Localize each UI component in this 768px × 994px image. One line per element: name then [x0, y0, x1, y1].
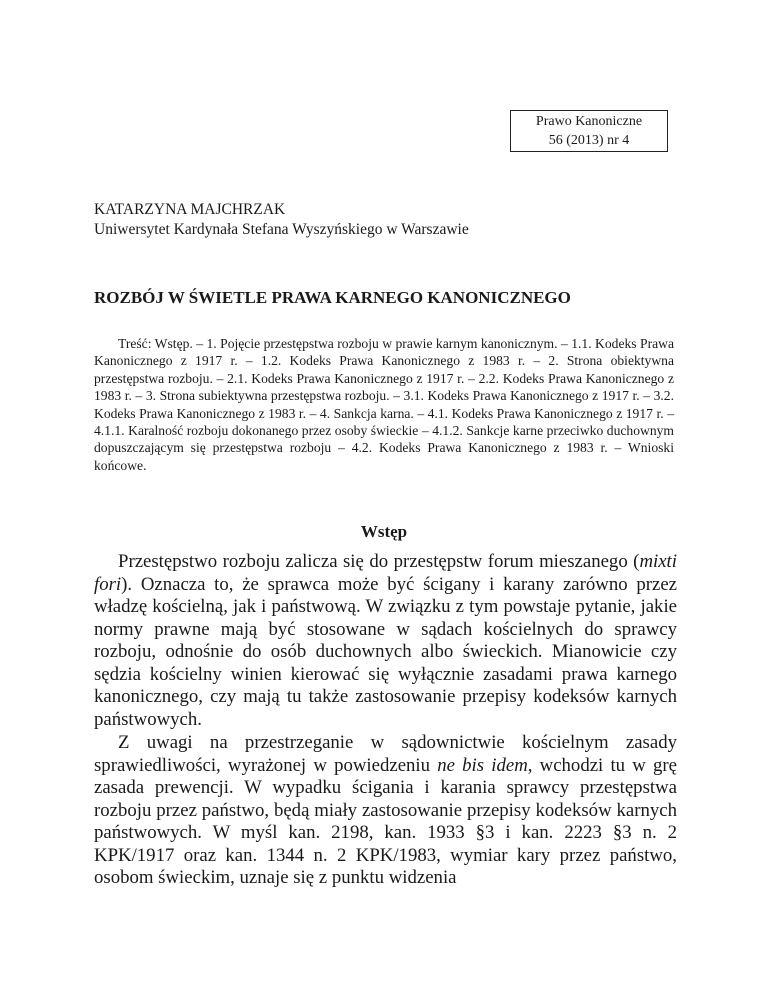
table-of-contents: Treść: Wstęp. – 1. Pojęcie przestępstwa rozboju w prawie karnym kanonicznym. – 1.1. Kodeks Prawa Kanonicznego z 1917 r. – 1.2. Kodeks Prawa Kanonicznego z 1983 r. – 2. Strona obiektywna przestępstwa rozboju. – 2.1. Kodeks Prawa Kanonicznego z 1917 r. – 2.2. Kodeks Prawa Kanonicznego z 1983 r. – 3. Strona subiektywna przestępstwa rozboju. – 3.1. Kodeks Prawa Kanonicznego z 1917 r. – 3.2. Kodeks Prawa Kanonicznego z 1983 r. – 4. Sankcja karna. – 4.1. Kodeks Prawa Kanonicznego z 1917 r. – 4.1.1. Karalność rozboju dokonanego przez osoby świeckie – 4.1.2. Sankcje karne przeciwko duchownym dopuszczającym się przestępstwa rozboju – 4.2. Kodeks Prawa Kanonicznego z 1983 r. – Wnioski końcowe. [94, 336, 674, 473]
journal-info-box [510, 110, 668, 152]
paragraph-text: ). Oznacza to, że sprawca może być ścigany i karany zarówno przez władzę kościelną, jak i państwową. W związku z tym powstaje pytanie, jakie normy prawne mają być stosowane w sądach kościelnych do sprawcy rozboju, odnośnie do osób duchownych albo świeckich. Mianowicie czy sędzia kościelny winien kierować się wyłącznie zasadami prawa karnego kanonicznego, czy mają tu także zastosowanie przepisy kodeksów karnych państwowych. [94, 573, 677, 730]
paragraph-text: Przestępstwo rozboju zalicza się do przestępstw forum mieszanego ( [118, 551, 640, 572]
body-paragraph-2 [94, 732, 677, 890]
latin-term: mixti fori [94, 551, 677, 595]
section-heading: Wstęp [360, 522, 408, 541]
paragraph-text: , wchodzi tu w grę zasada prewencji. W wypadku ścigania i karania sprawcy przestępstwa rozboju przez państwo, będą miały zastosowanie przepisy kodeksów karnych państwowych. W myśl kan. 2198, kan. 1933 §3 i kan. 2223 §3 n. 2 KPK/1917 oraz kan. 1344 n. 2 KPK/1983, wymiar kary przez państwo, osobom świeckim, uznaje się z punktu widzenia [94, 754, 677, 888]
journal-name: Prawo Kanoniczne [535, 114, 643, 129]
journal-issue: 56 (2013) nr 4 [548, 133, 630, 148]
paragraph-text: Z uwagi na przestrzeganie w sądownictwie kościelnym zasady sprawiedliwości, wyrażonej w powiedzeniu [94, 732, 677, 776]
author-name: KATARZYNA MAJCHRZAK [94, 201, 286, 218]
author-affiliation: Uniwersytet Kardynała Stefana Wyszyńskiego w Warszawie [94, 221, 469, 238]
body-paragraph-1 [94, 551, 677, 731]
article-title: ROZBÓJ W ŚWIETLE PRAWA KARNEGO KANONICZNEGO [94, 288, 571, 307]
latin-term: ne bis idem [437, 754, 528, 776]
